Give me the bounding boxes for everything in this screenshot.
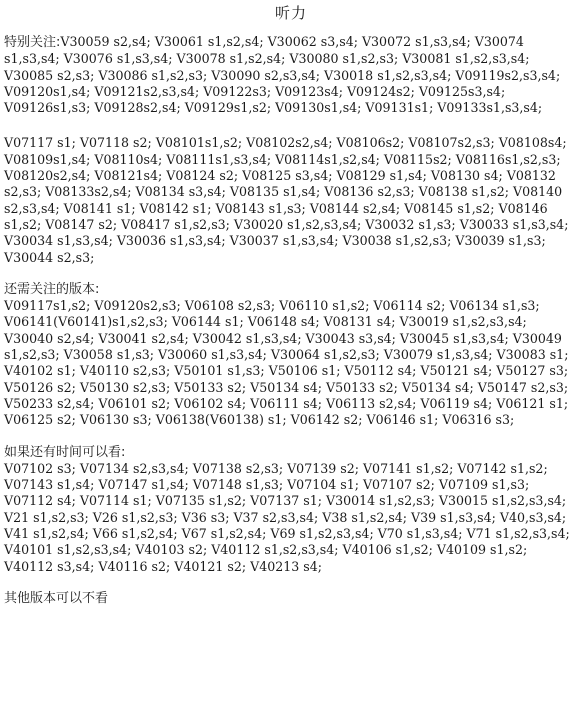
spacer bbox=[4, 429, 578, 445]
page-title: 听力 bbox=[274, 4, 307, 22]
special-focus-heading: 特别关注: bbox=[4, 35, 61, 50]
spacer bbox=[4, 575, 578, 591]
others-heading: 其他版本可以不看 bbox=[4, 590, 109, 606]
special-focus-list-2: V07117 s1; V07118 s2; V08101s1,s2; V08102s2,s4; V08106s2; V08107s2,s3; V08108s4; V08109s1,s4; V08110s4; V08111s1,s3,s4; V08114s1,s2,s4; V08115s2; V08116s1,s2,s3; V08120s2,s4; V08121s4; V08124 s2; V08125 s3,s4; V08129 s1,s4; V08130 s4; V08132 s2,s3; V08133s2,s4; V08134 s3,s4; V08135 s1,s4; V08136 s2,s3; V08138 s1,s2; V08140 s2,s3,s4; V08141 s1; V08142 s1; V08143 s1,s3; V08144 s2,s4; V08145 s1,s2; V08146 s1,s2; V08147 s2; V08417 s1,s2,s3; V30020 s1,s2,s3,s4; V30032 s1,s3; V30033 s1,s3,s4; V30034 s1,s3,s4; V30036 s1,s3,s4; V30037 s1,s3,s4; V30038 s1,s2,s3; V30039 s1,s3; V30044 s2,s3; bbox=[4, 135, 569, 265]
spacer bbox=[4, 266, 578, 282]
document-page bbox=[4, 4, 578, 607]
also-watch-list: V09117s1,s2; V09120s2,s3; V06108 s2,s3; V06110 s1,s2; V06114 s2; V06134 s1,s3; V06141(V60141)s1,s2,s3; V06144 s1; V06148 s4; V08131 s4; V30019 s1,s2,s3,s4; V30040 s2,s4; V30041 s2,s4; V30042 s1,s3,s4; V30043 s3,s4; V30045 s1,s3,s4; V30049 s1,s2,s3; V30058 s1,s3; V30060 s1,s3,s4; V30064 s1,s2,s3; V30079 s1,s3,s4; V30083 s1; V40102 s1; V40110 s2,s3; V50101 s1,s3; V50106 s1; V50112 s4; V50121 s4; V50127 s3; V50126 s2; V50130 s2,s3; V50133 s2; V50134 s4; V50133 s2; V50134 s4; V50147 s2,s3; V50233 s2,s4; V06101 s2; V06102 s4; V06111 s4; V06113 s2,s4; V06119 s4; V06121 s1; V06125 s2; V06130 s3; V06138(V60138) s1; V06142 s2; V06146 s1; V06316 s3; bbox=[4, 298, 569, 428]
special-focus-list-1: V30059 s2,s4; V30061 s1,s2,s4; V30062 s3,s4; V30072 s1,s3,s4; V30074 s1,s3,s4; V30076 s1,s3,s4; V30078 s1,s2,s4; V30080 s1,s2,s3; V30081 s1,s2,s3,s4; V30085 s2,s3; V30086 s1,s2,s3; V30090 s2,s3,s4; V30018 s1,s2,s3,s4; V09119s2,s3,s4; V09120s1,s4; V09121s2,s3,s4; V09122s3; V09123s4; V09124s2; V09125s3,s4; V09126s1,s3; V09128s2,s4; V09129s1,s2; V09130s1,s4; V09131s1; V09133s1,s3,s4; bbox=[4, 34, 561, 116]
if-time-list: V07102 s3; V07134 s2,s3,s4; V07138 s2,s3; V07139 s2; V07141 s1,s2; V07142 s1,s2; V07143 s1,s4; V07147 s1,s4; V07148 s1,s3; V07104 s1; V07107 s2; V07109 s1,s3; V07112 s4; V07114 s1; V07135 s1,s2; V07137 s1; V30014 s1,s2,s3; V30015 s1,s2,s3,s4; V21 s1,s2,s3; V26 s1,s2,s3; V36 s3; V37 s2,s3,s4; V38 s1,s2,s4; V39 s1,s3,s4; V40,s3,s4; V41 s1,s2,s4; V66 s1,s2,s4; V67 s1,s2,s4; V69 s1,s2,s3,s4; V70 s1,s3,s4; V71 s1,s2,s3,s4; V40101 s1,s2,s3,s4; V40103 s2; V40112 s1,s2,s3,s4; V40106 s1,s2; V40109 s1,s2; V40112 s3,s4; V40116 s2; V40121 s2; V40213 s4; bbox=[4, 460, 570, 574]
spacer bbox=[4, 116, 578, 135]
if-time-heading: 如果还有时间可以看: bbox=[4, 444, 126, 460]
also-watch-heading: 还需关注的版本: bbox=[4, 281, 100, 297]
special-focus-paragraph bbox=[4, 34, 578, 116]
